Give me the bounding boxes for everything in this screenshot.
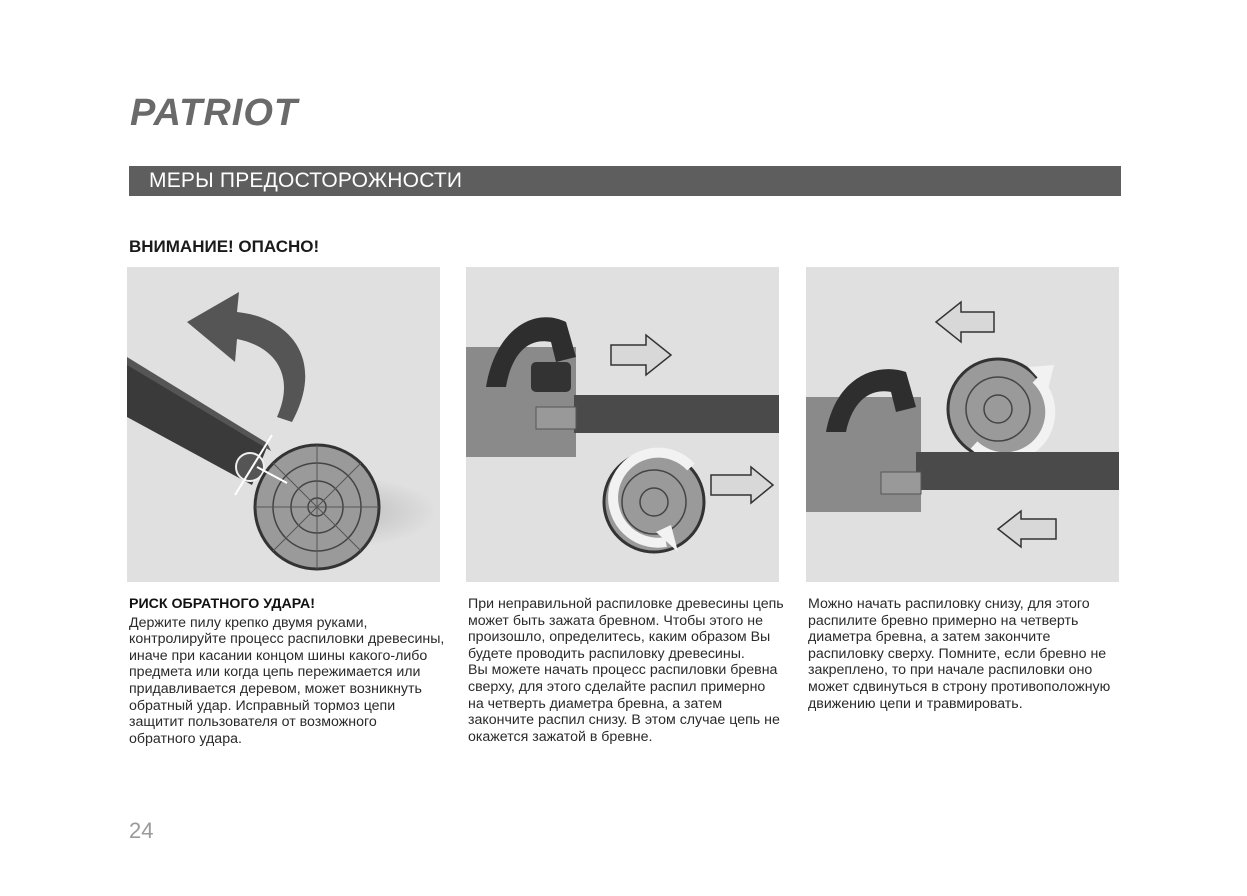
pinching-paragraph: При неправильной распиловке древесины цепь может быть зажата бревном. Чтобы этого не произошло, определитесь, каким образом Вы будете проводить распиловку древесины. — [468, 596, 784, 662]
kickback-paragraph: Держите пилу крепко двумя руками, контролируйте процесс распиловки древесины, иначе при касании концом шины какого-либо предмета или когда цепь пережимается или придавливается деревом, может возникнуть обратный удар. Исправный тормоз цепи защитит пользователя от возможного обратного удара. — [129, 614, 445, 747]
page-number: 24 — [129, 818, 154, 843]
warning-title: ВНИМАНИЕ! ОПАСНО! — [129, 237, 320, 256]
kickback-heading: РИСК ОБРАТНОГО УДАРА! — [129, 596, 315, 612]
cut-from-top-paragraph: Вы можете начать процесс распиловки бревна сверху, для этого сделайте распил примерно на четверть диаметра бревна, а затем закончите распил снизу. В этом случае цепь не окажется зажатой в бревне. — [468, 662, 780, 745]
left-arrow-icon — [936, 302, 994, 342]
kickback-text-column — [129, 596, 445, 747]
section-title: МЕРЫ ПРЕДОСТОРОЖНОСТИ — [149, 169, 463, 192]
chainsaw-body — [806, 397, 921, 512]
guide-bar — [916, 452, 1119, 490]
section-title-bar — [129, 166, 1121, 196]
cut-from-top-text-column — [468, 596, 784, 745]
cut-from-top-illustration — [466, 267, 779, 582]
right-arrow-icon — [611, 335, 671, 375]
cut-from-bottom-paragraph: Можно начать распиловку снизу, для этого распилите бревно примерно на четверть диаметра бревна, а затем закончите распиловку сверху. Помните, если бревно не закреплено, то при начале распиловки оно может сдвинуться в строну противоположную движению цепи и травмировать. — [808, 596, 1111, 712]
kickback-arrow-icon — [187, 292, 305, 422]
cut-from-bottom-text-column — [808, 596, 1124, 712]
cut-from-bottom-illustration — [806, 267, 1119, 582]
right-arrow-icon — [711, 467, 773, 503]
left-arrow-icon — [998, 511, 1056, 547]
logo-text: PATRIOT — [130, 92, 299, 132]
guide-bar — [574, 395, 779, 433]
patriot-logo — [130, 92, 350, 132]
sprocket-icon — [236, 453, 264, 481]
kickback-illustration — [127, 267, 440, 582]
